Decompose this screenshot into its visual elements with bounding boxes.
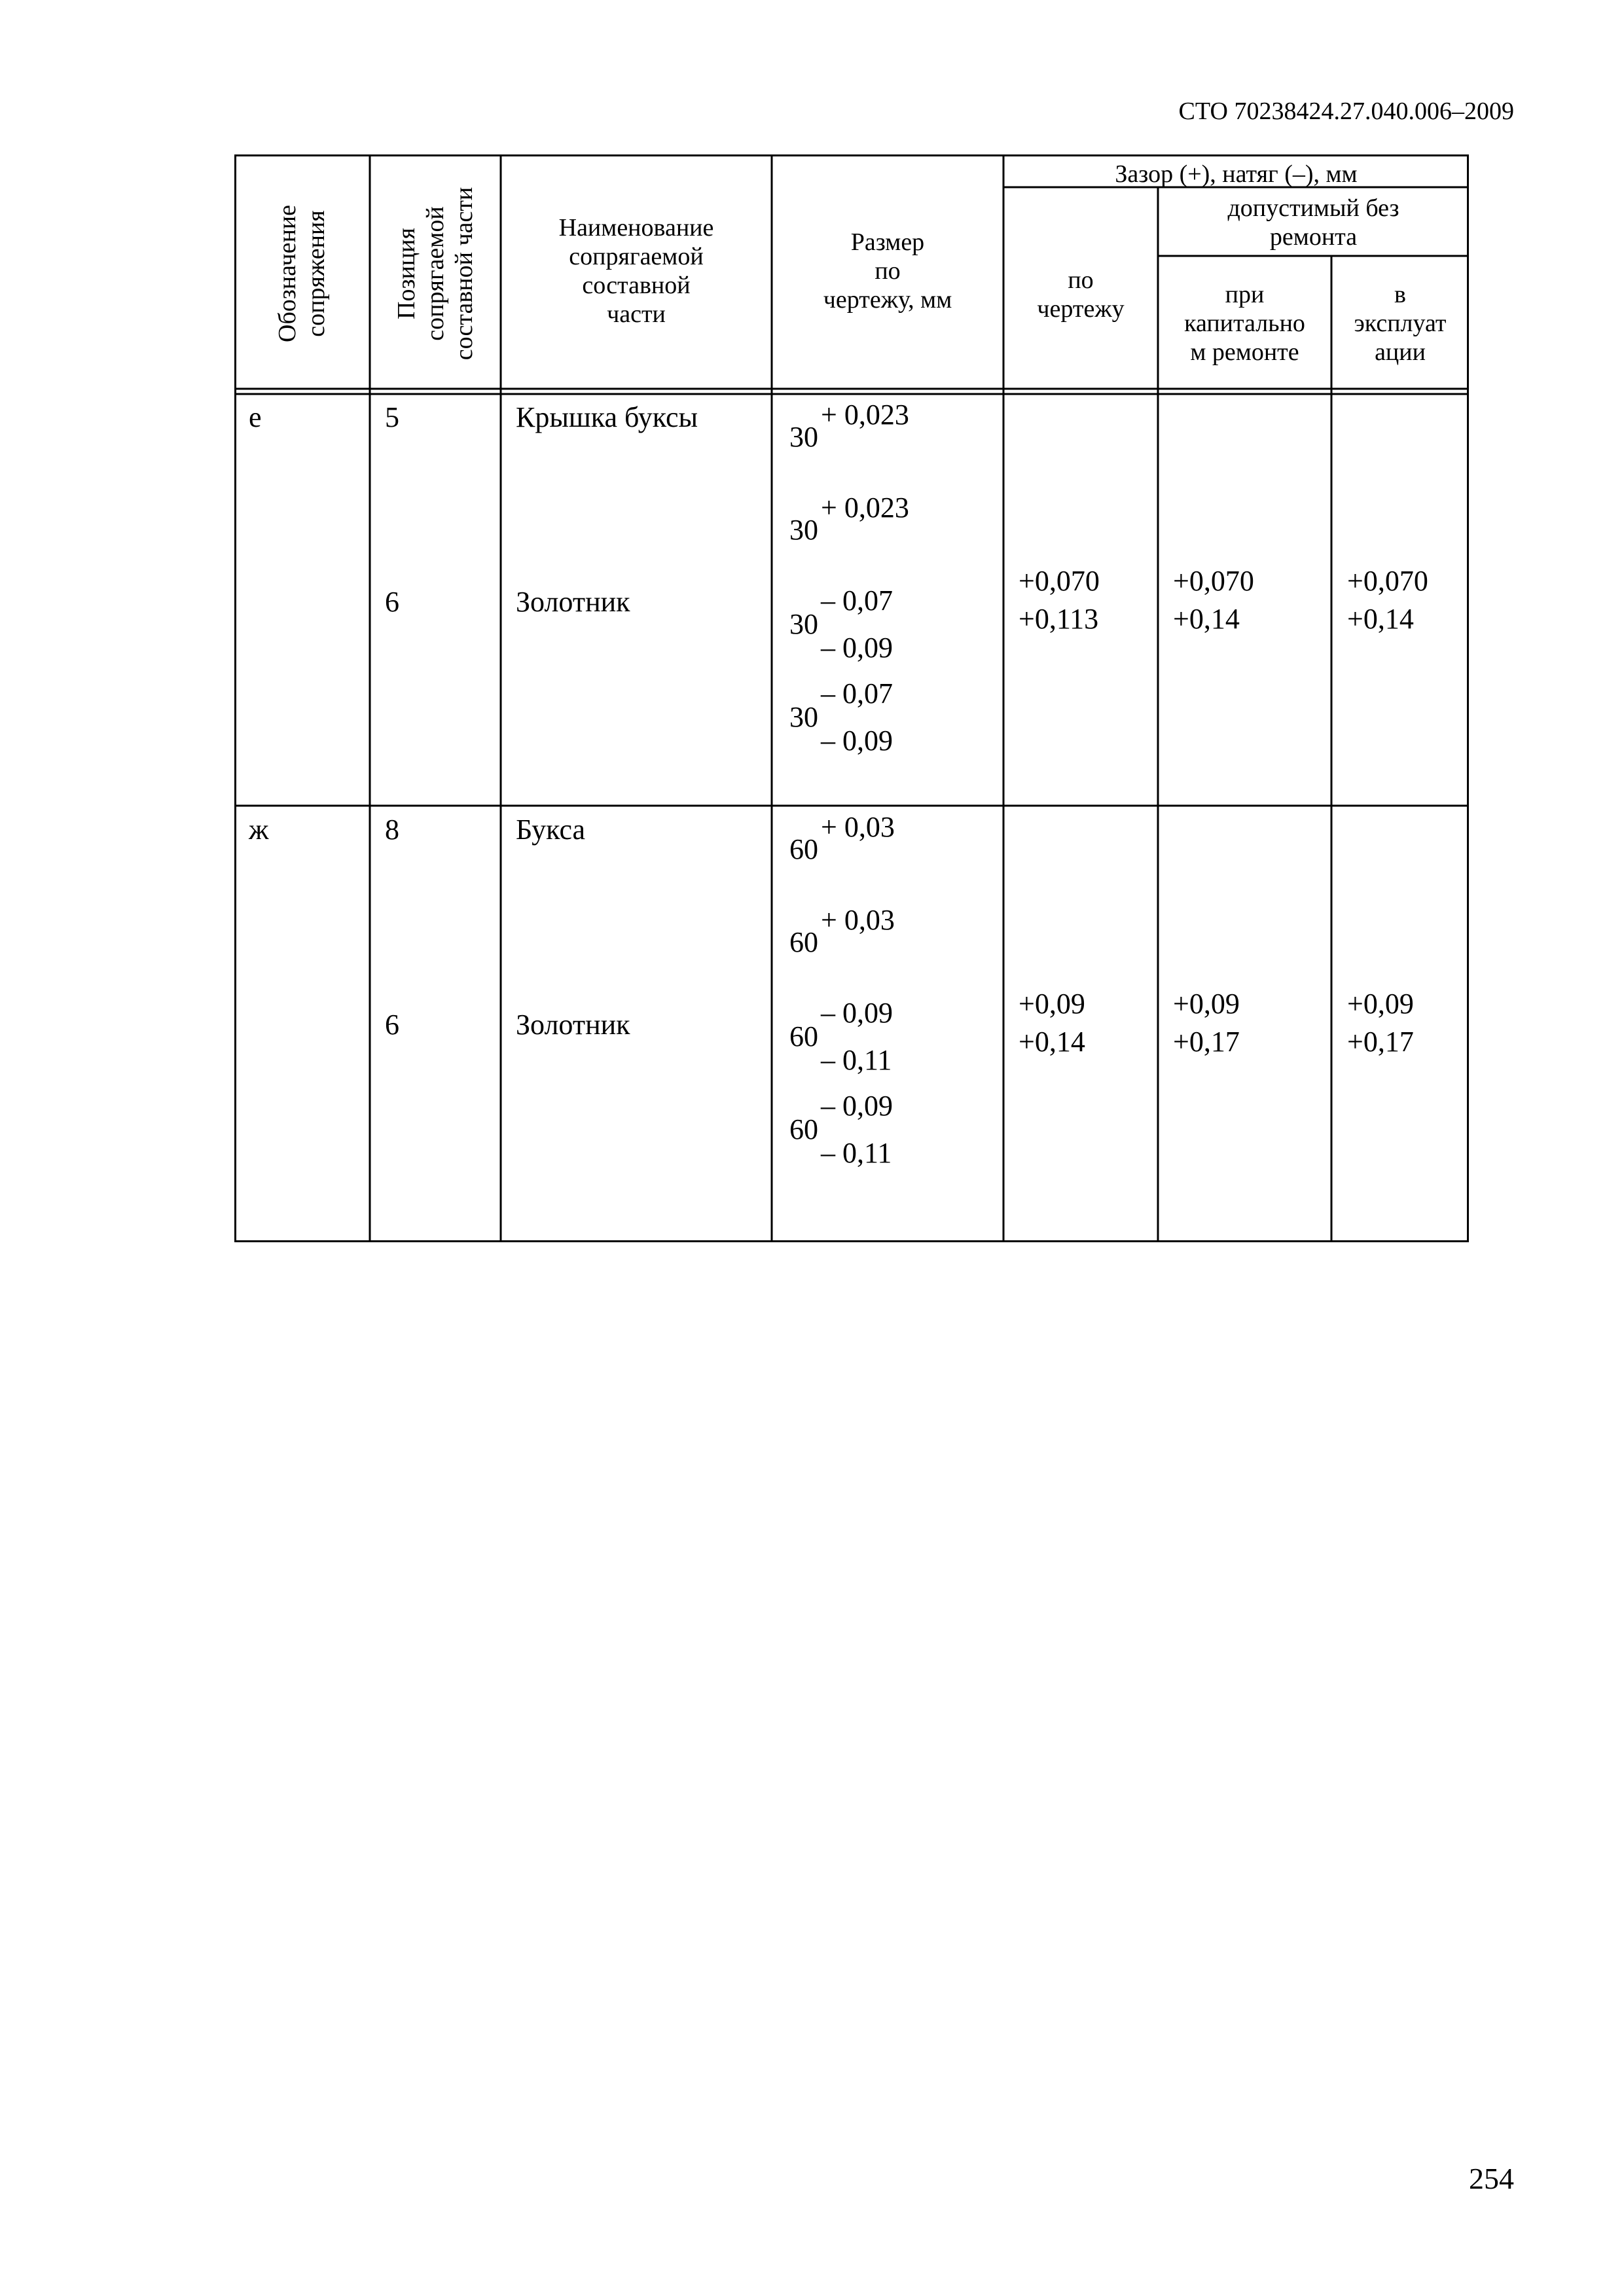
size-tolerance: 30 – 0,07 – 0,09 [789,677,893,757]
clearance-major-repair: +0,09 +0,17 [1173,988,1240,1058]
size-tolerance: 60 + 0,03 [789,811,895,865]
header-part-name: Наименование сопрягаемой составной части [558,214,714,329]
header-size: Размер по чертежу, мм [823,228,952,314]
clearance-by-drawing: +0,09 +0,14 [1019,988,1085,1058]
header-position: Позиция сопрягаемой составной части [392,187,478,361]
part-position: 6 [385,1009,399,1041]
size-tolerance: 60 – 0,09 – 0,11 [789,997,893,1076]
part-position: 6 [385,586,399,618]
mating-parts-table [234,154,1469,1242]
size-tolerance: 30 + 0,023 [789,492,909,546]
size-tolerance: 30 – 0,07 – 0,09 [789,584,893,664]
part-name: Крышка буксы [516,401,698,433]
header-clearance: Зазор (+), натяг (–), мм [1115,160,1358,188]
clearance-operation: +0,070 +0,14 [1347,565,1428,635]
size-tolerance: 60 – 0,09 – 0,11 [789,1090,893,1169]
page-number: 254 [1469,2162,1514,2195]
document-code: СТО 70238424.27.040.006–2009 [1178,98,1514,125]
part-name: Букса [516,814,586,846]
clearance-operation: +0,09 +0,17 [1347,988,1414,1058]
header-operation: в эксплуат ации [1354,281,1447,367]
row-designation: е [249,401,262,433]
part-name: Золотник [516,1009,630,1041]
part-name: Золотник [516,586,630,618]
header-allowed-without-repair: допустимый без ремонта [1227,194,1399,251]
size-tolerance: 60 + 0,03 [789,904,895,958]
header-designation: Обозначение сопряжения [273,205,330,342]
clearance-major-repair: +0,070 +0,14 [1173,565,1254,635]
header-major-repair: при капитально м ремонте [1184,281,1305,367]
row-designation: ж [249,814,269,846]
part-position: 8 [385,814,399,846]
header-by-drawing: по чертежу [1037,266,1125,323]
clearance-by-drawing: +0,070 +0,113 [1019,565,1100,635]
size-tolerance: 30 + 0,023 [789,399,909,453]
part-position: 5 [385,401,399,433]
